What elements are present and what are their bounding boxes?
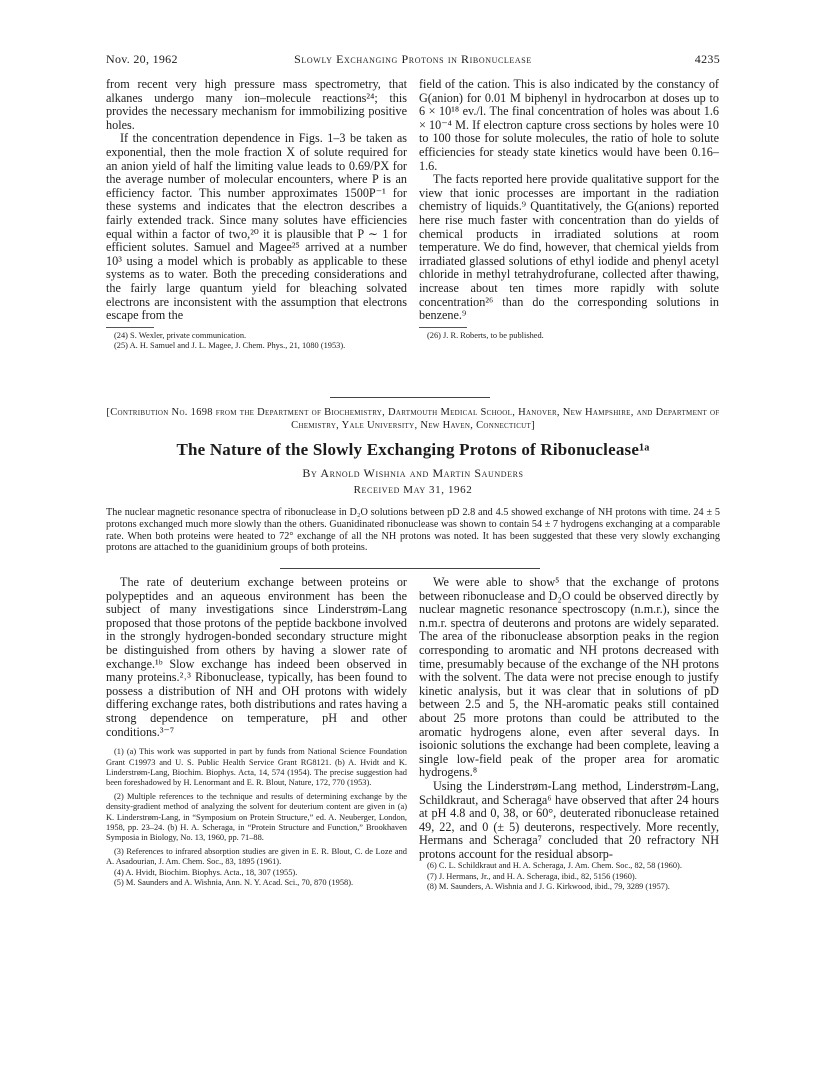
header-date: Nov. 20, 1962 (106, 52, 178, 66)
body-paragraph: from recent very high pressure mass spectrometry, that alkanes undergo many ion–molecule reactions²⁴; this provides the necessary mechanism for immobilizing positive holes. (106, 77, 407, 132)
contribution-line: [Contribution No. 1698 from the Department of Biochemistry, Dartmouth Medical School, Hanover, New Hampshire, and Department of Chemistry, Yale University, New Haven, Connecticut] (106, 407, 720, 431)
article-authors: By Arnold Wishnia and Martin Saunders (302, 466, 524, 480)
body-paragraph: field of the cation. This is also indicated by the constancy of G(anion) for 0.01 M biphenyl in hydrocarbon at doses up to 6 × 10¹⁸ ev./l. The final concentration of holes was about 1.6 × 10⁻⁴ M. If electron capture cross sections by holes were 10 to 100 those for solute molecules, the ratio of hole to solute efficiencies for steady state kinetics would have been 0.16–1.6. (419, 77, 719, 173)
abstract: The nuclear magnetic resonance spectra of ribonuclease in D₂O solutions between pD 2.8 and 4.5 showed exchange of NH protons with time. 24 ± 5 protons exchanged much more slowly than the others. Guanidinated ribonuclease was shown to contain 54 ± 7 hydrogens exchanging at a comparable rate. When both proteins were heated to 72° exchange of all the NH protons was noted. It has been suggested that these very slowly exchanging protons are attached to the guanidinium groups of both proteins. (106, 507, 720, 554)
top-left-column (106, 78, 407, 352)
footnote: (7) J. Hermans, Jr., and H. A. Scheraga, ibid., 82, 5156 (1960). (427, 871, 637, 881)
footnote: (1) (a) This work was supported in part by funds from National Science Foundation Grant C19973 and U. S. Public Health Service Grant RG8121. (b) A. Hvidt and K. Linderstrøm-Lang, Biochim. Biophys. Acta, 14, 574 (1954). The precise suggestion had been foreshadowed by H. Lenormant and E. R. Blout, Nature, 172, 770 (1953). (106, 747, 407, 788)
top-right-column (419, 78, 719, 341)
footnote-divider (106, 327, 154, 328)
article-title: The Nature of the Slowly Exchanging Protons of Ribonuclease¹ᵃ (176, 440, 650, 459)
body-paragraph: The facts reported here provide qualitative support for the view that ionic processes are important in the radiation chemistry of liquids.⁹ Quantitatively, the G(anions) reported here rise much faster with concentration than do yields of chemical products in irradiated solutions at room temperature. We do find, however, that chemical yields from irradiated glassed solutions of ethyl iodide and phenyl acetyl chloride in methyl tetrahydrofurane, collected after thawing, increase about ten times more rapidly with solute concentration²⁶ than do the corresponding solutions in benzene.⁹ (419, 172, 719, 323)
footnote: (26) J. R. Roberts, to be published. (427, 330, 544, 340)
footnote-divider (419, 327, 467, 328)
body-paragraph: Using the Linderstrøm-Lang method, Linderstrøm-Lang, Schildkraut, and Scheraga⁶ have observed that after 24 hours at pH 4.8 and 0, 38, or 60°, deuterated ribonuclease retained 49, 22, and 0 (± 5) deuterons, respectively. More recently, Hermans and Scheraga⁷ concluded that 20 refractory NH protons account for the residual absorp- (419, 778, 719, 861)
bottom-right-column (419, 576, 719, 893)
abstract-divider (280, 568, 540, 569)
footnote: (25) A. H. Samuel and J. L. Magee, J. Chem. Phys., 21, 1080 (1953). (114, 341, 346, 351)
footnote: (5) M. Saunders and A. Wishnia, Ann. N. Y. Acad. Sci., 70, 870 (1958). (114, 878, 354, 887)
footnote: (8) M. Saunders, A. Wishnia and J. G. Kirkwood, ibid., 79, 3289 (1957). (427, 882, 670, 892)
footnote: (4) A. Hvidt, Biochim. Biophys. Acta., 18, 307 (1955). (114, 867, 298, 877)
received-date: Received May 31, 1962 (353, 484, 473, 496)
header-title: Slowly Exchanging Protons in Ribonuclease (294, 52, 532, 66)
body-paragraph: The rate of deuterium exchange between proteins or polypeptides and an aqueous environment has been the subject of many investigations since Linderstrøm-Lang proposed that those protons of the peptide backbone involved in the strongly hydrogen-bonded secondary structure might be distinguished from others by having a slower rate of exchange.¹ᵇ Slow exchange has indeed been observed in many proteins.²˒³ Ribonuclease, typically, has been found to possess a distribution of NH and OH protons with widely differing exchange rates, both distributions and rates having a strong dependence on temperature, pH and other conditions.³⁻⁷ (106, 575, 407, 739)
footnote: (3) References to infrared absorption studies are given in E. R. Blout, C. de Loze and A. Asadourian, J. Am. Chem. Soc., 83, 1895 (1961). (106, 846, 407, 867)
section-divider (330, 397, 490, 398)
header-page-number: 4235 (694, 52, 720, 66)
footnote: (24) S. Wexler, private communication. (114, 330, 247, 340)
bottom-left-column (106, 576, 407, 888)
body-paragraph: We were able to show⁵ that the exchange of protons between ribonuclease and D₂O could be observed directly by nuclear magnetic resonance spectroscopy (n.m.r.), since the n.m.r. spectra of deuterons and protons are widely separated. The area of the ribonuclease absorption peaks in the region corresponding to aromatic and NH protons decreased with time, presumably because of the exchange of the NH protons with the solvent. The data were not precise enough to justify kinetic analysis, but it was clear that in solutions of pD between 2.5 and 5, the NH-aromatic peaks still contained about 25 more protons than could be attributed to the aromatic hydrogens alone, even after several days. In isoionic solutions the exchange had been complete, leaving a single low-field peak of the proper area for aromatic hydrogens.⁸ (419, 575, 719, 780)
body-paragraph: If the concentration dependence in Figs. 1–3 be taken as exponential, then the mole fraction X of solute required for an anion yield of half the limiting value leads to 0.69/PX for the average number of molecular encounters, where P is an efficiency factor. This number approximates 1500P⁻¹ for these systems and indicates that the electron describes a fairly extended track. Since many solutes have efficiencies equal within a factor of two,²⁰ it is plausible that P ∼ 1 for efficient solutes. Samuel and Magee²⁵ arrived at a number 10³ using a model which is probably as applicable to these systems as to water. Both the preceding considerations and the fairly large quantum yield for bleaching solvated electrons are inconsistent with the assumption that electrons escape from the (106, 131, 407, 323)
footnote: (6) C. L. Schildkraut and H. A. Scheraga, J. Am. Chem. Soc., 82, 58 (1960). (427, 861, 682, 871)
footnote: (2) Multiple references to the technique and results of determining exchange by the density-gradient method of analyzing the solvent for deuterium content are given in (a) K. Linderstrøm-Lang, in “Symposium on Protein Structure,” ed. A. Neuberger, London, 1958, pp. 23–24. (b) H. A. Scheraga, in “Protein Structure and Function,” Brookhaven Symposia in Biology, No. 13, 1960, pp. 71–88. (106, 791, 407, 843)
